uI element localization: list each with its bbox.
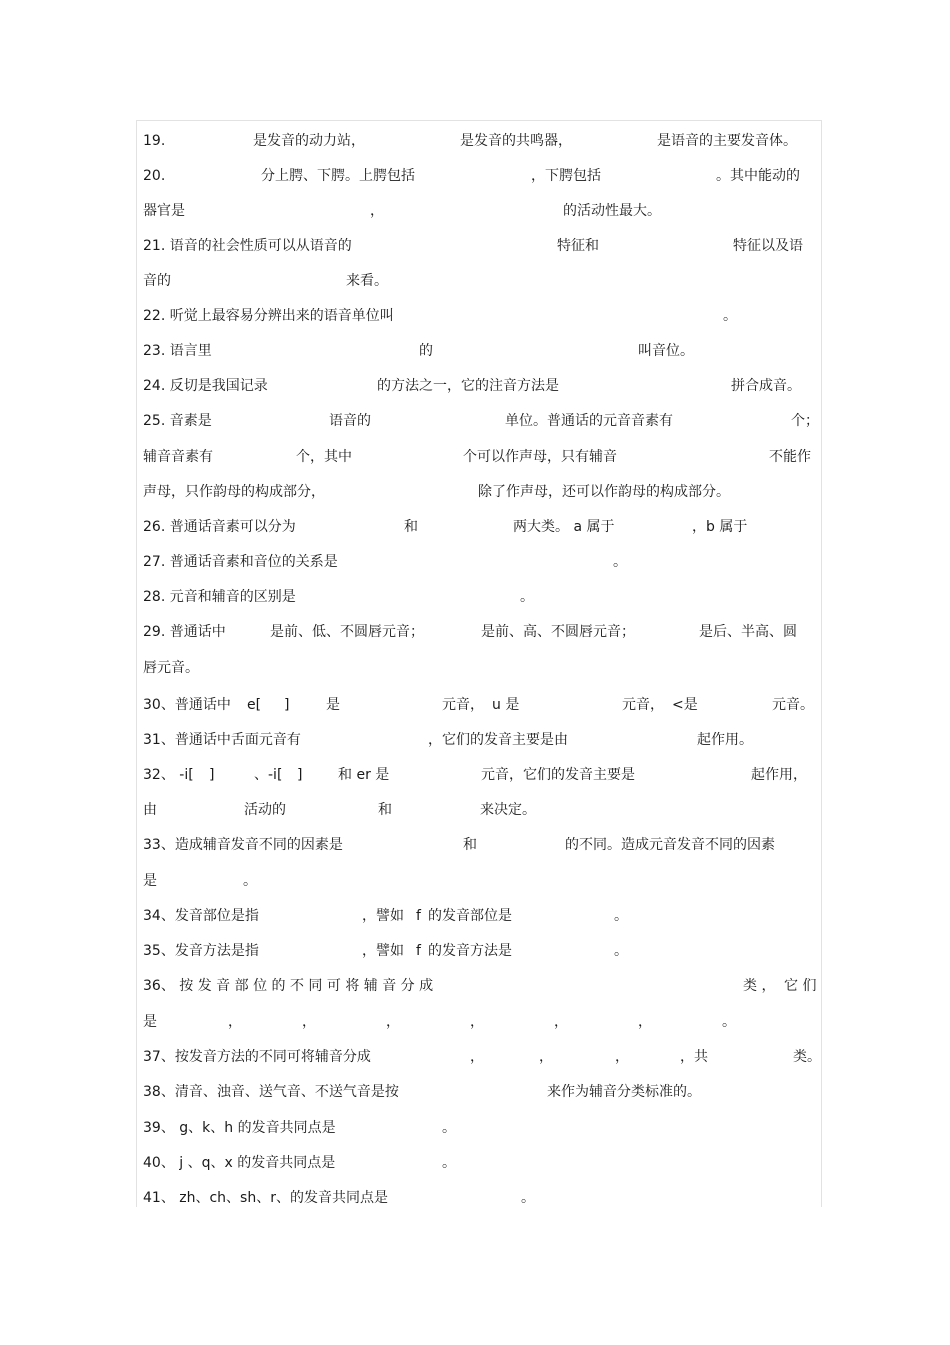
text-line bbox=[0, 586, 950, 608]
line-start-text: 20. bbox=[143, 168, 166, 184]
text-fragment: 来看。 bbox=[346, 273, 388, 289]
text-line bbox=[0, 975, 950, 997]
text-fragment: 它 们 bbox=[784, 978, 817, 994]
text-fragment: 个可以作声母，只有辅音 bbox=[463, 449, 617, 465]
text-fragment: 分上腭、下腭。上腭包括 bbox=[261, 168, 415, 184]
text-fragment: ， bbox=[470, 1049, 484, 1065]
text-fragment: 是语音的主要发音体。 bbox=[657, 133, 797, 149]
line-start-text: 器官是 bbox=[143, 203, 185, 219]
text-fragment: 是发音的共鸣器， bbox=[460, 133, 572, 149]
text-fragment: 的活动性最大。 bbox=[563, 203, 661, 219]
text-line bbox=[0, 1187, 950, 1209]
text-fragment: 是后、半高、圆 bbox=[699, 624, 797, 640]
text-fragment: 元音， bbox=[442, 697, 484, 713]
text-fragment: 类 ， bbox=[743, 978, 776, 994]
text-fragment: ， bbox=[386, 1014, 400, 1030]
text-line bbox=[0, 940, 950, 962]
line-start-text: 31、普通话中舌面元音有 bbox=[143, 732, 301, 748]
text-fragment: 来决定。 bbox=[480, 802, 536, 818]
text-fragment: ] bbox=[297, 767, 303, 783]
text-line bbox=[0, 235, 950, 257]
text-fragment: ，譬如 bbox=[362, 943, 404, 959]
line-start-text: 33、造成辅音发音不同的因素是 bbox=[143, 837, 343, 853]
line-start-text: 是 bbox=[143, 873, 157, 889]
text-fragment: 。 bbox=[243, 873, 257, 889]
text-fragment: 。 bbox=[442, 1155, 456, 1171]
text-fragment: 元音，它们的发音主要是 bbox=[481, 767, 635, 783]
text-fragment: 的方法之一，它的注音方法是 bbox=[377, 378, 559, 394]
text-fragment: ，b 属于 bbox=[692, 519, 748, 535]
line-start-text: 音的 bbox=[143, 273, 171, 289]
line-start-text: 25. 音素是 bbox=[143, 413, 212, 429]
text-fragment: 元音。 bbox=[772, 697, 814, 713]
line-start-text: 40、 j 、q、x 的发音共同点是 bbox=[143, 1155, 336, 1171]
text-fragment: 除了作声母，还可以作韵母的构成部分。 bbox=[478, 484, 730, 500]
text-fragment: 不能作 bbox=[769, 449, 811, 465]
text-fragment: 的发音部位是 bbox=[428, 908, 512, 924]
line-start-text: 19. bbox=[143, 133, 166, 149]
line-start-text: 由 bbox=[143, 802, 157, 818]
text-fragment: ] bbox=[284, 697, 290, 713]
line-start-text: 37、按发音方法的不同可将辅音分成 bbox=[143, 1049, 371, 1065]
text-fragment: ， bbox=[302, 1014, 316, 1030]
text-fragment: 和 bbox=[404, 519, 418, 535]
text-fragment: 起作用， bbox=[751, 767, 807, 783]
text-fragment: 单位。普通话的元音音素有 bbox=[505, 413, 673, 429]
line-start-text: 32、 -i[ bbox=[143, 767, 194, 783]
text-fragment: 个； bbox=[791, 413, 819, 429]
text-fragment: 。其中能动的 bbox=[716, 168, 800, 184]
text-fragment: ，譬如 bbox=[362, 908, 404, 924]
text-line bbox=[0, 1117, 950, 1139]
text-fragment: 。 bbox=[723, 308, 737, 324]
line-start-text: 声母，只作韵母的构成部分， bbox=[143, 484, 325, 500]
text-fragment: ] bbox=[209, 767, 215, 783]
text-fragment: ， bbox=[615, 1049, 629, 1065]
text-line bbox=[0, 1152, 950, 1174]
text-line bbox=[0, 551, 950, 573]
text-line bbox=[0, 165, 950, 187]
line-start-text: 21. 语音的社会性质可以从语音的 bbox=[143, 238, 352, 254]
text-fragment: ， bbox=[470, 1014, 484, 1030]
text-fragment: <是 bbox=[672, 697, 698, 713]
text-line bbox=[0, 764, 950, 786]
text-fragment: 和 bbox=[463, 837, 477, 853]
text-fragment: ， bbox=[554, 1014, 568, 1030]
text-fragment: 、-i[ bbox=[254, 767, 283, 783]
text-fragment: 拼合成音。 bbox=[731, 378, 801, 394]
text-line bbox=[0, 905, 950, 927]
text-fragment: 是 bbox=[326, 697, 340, 713]
text-fragment: 个，其中 bbox=[296, 449, 352, 465]
text-fragment: 两大类。 a 属于 bbox=[513, 519, 615, 535]
text-fragment: 特征和 bbox=[557, 238, 599, 254]
text-fragment: 是发音的动力站， bbox=[253, 133, 365, 149]
text-line bbox=[0, 375, 950, 397]
text-fragment: 活动的 bbox=[244, 802, 286, 818]
line-start-text: 27. 普通话音素和音位的关系是 bbox=[143, 554, 338, 570]
text-fragment: 是前、低、不圆唇元音； bbox=[270, 624, 424, 640]
text-fragment: ， bbox=[539, 1049, 553, 1065]
text-line bbox=[0, 1046, 950, 1068]
text-fragment: 的 bbox=[419, 343, 433, 359]
line-start-text: 30、普通话中 bbox=[143, 697, 231, 713]
text-fragment: e[ bbox=[247, 697, 262, 713]
text-line bbox=[0, 305, 950, 327]
text-fragment: ， bbox=[228, 1014, 242, 1030]
text-line bbox=[0, 410, 950, 432]
line-start-text: 35、发音方法是指 bbox=[143, 943, 259, 959]
text-line bbox=[0, 340, 950, 362]
text-fragment: 。 bbox=[442, 1120, 456, 1136]
text-line bbox=[0, 130, 950, 152]
text-fragment: 和 bbox=[378, 802, 392, 818]
text-fragment: 元音， bbox=[622, 697, 664, 713]
text-fragment: 和 er 是 bbox=[338, 767, 390, 783]
line-start-text: 是 bbox=[143, 1014, 157, 1030]
line-start-text: 28. 元音和辅音的区别是 bbox=[143, 589, 296, 605]
text-fragment: 特征以及语 bbox=[733, 238, 803, 254]
text-fragment: 类。 bbox=[793, 1049, 821, 1065]
text-line bbox=[0, 516, 950, 538]
text-fragment: f bbox=[416, 943, 421, 959]
text-line bbox=[0, 621, 950, 643]
line-start-text: 23. 语言里 bbox=[143, 343, 212, 359]
text-fragment: 。 bbox=[614, 908, 628, 924]
text-fragment: ，共 bbox=[680, 1049, 708, 1065]
line-start-text: 34、发音部位是指 bbox=[143, 908, 259, 924]
line-start-text: 41、 zh、ch、sh、r、的发音共同点是 bbox=[143, 1190, 388, 1206]
text-fragment: 。 bbox=[521, 1190, 535, 1206]
text-line bbox=[0, 1081, 950, 1103]
text-line bbox=[0, 200, 950, 222]
line-start-text: 36、 按 发 音 部 位 的 不 同 可 将 辅 音 分 成 bbox=[143, 978, 434, 994]
text-fragment: 是前、高、不圆唇元音； bbox=[481, 624, 635, 640]
text-line bbox=[0, 694, 950, 716]
line-start-text: 26. 普通话音素可以分为 bbox=[143, 519, 296, 535]
text-fragment: 的发音方法是 bbox=[428, 943, 512, 959]
text-fragment: 起作用。 bbox=[697, 732, 753, 748]
text-line bbox=[0, 481, 950, 503]
line-start-text: 29. 普通话中 bbox=[143, 624, 226, 640]
text-line bbox=[0, 799, 950, 821]
text-fragment: 来作为辅音分类标准的。 bbox=[547, 1084, 701, 1100]
line-start-text: 38、清音、浊音、送气音、不送气音是按 bbox=[143, 1084, 399, 1100]
text-fragment: 语音的 bbox=[329, 413, 371, 429]
text-line bbox=[0, 1011, 950, 1033]
text-line bbox=[0, 870, 950, 892]
text-fragment: 。 bbox=[520, 589, 534, 605]
text-line bbox=[0, 446, 950, 468]
line-start-text: 39、 g、k、h 的发音共同点是 bbox=[143, 1120, 336, 1136]
line-start-text: 22. 听觉上最容易分辨出来的语音单位叫 bbox=[143, 308, 394, 324]
text-fragment: ，下腭包括 bbox=[531, 168, 601, 184]
line-start-text: 辅音音素有 bbox=[143, 449, 213, 465]
line-start-text: 唇元音。 bbox=[143, 660, 199, 676]
text-fragment: f bbox=[416, 908, 421, 924]
text-line bbox=[0, 729, 950, 751]
text-fragment: 的不同。造成元音发音不同的因素 bbox=[565, 837, 775, 853]
text-line bbox=[0, 657, 950, 679]
line-start-text: 24. 反切是我国记录 bbox=[143, 378, 268, 394]
text-fragment: 叫音位。 bbox=[638, 343, 694, 359]
text-fragment: 。 bbox=[614, 943, 628, 959]
text-fragment: ， bbox=[638, 1014, 652, 1030]
text-line bbox=[0, 270, 950, 292]
text-fragment: u 是 bbox=[492, 697, 520, 713]
text-fragment: 。 bbox=[722, 1014, 736, 1030]
text-fragment: ，它们的发音主要是由 bbox=[428, 732, 568, 748]
text-fragment: 。 bbox=[613, 554, 627, 570]
text-line bbox=[0, 834, 950, 856]
text-fragment: ， bbox=[370, 203, 384, 219]
